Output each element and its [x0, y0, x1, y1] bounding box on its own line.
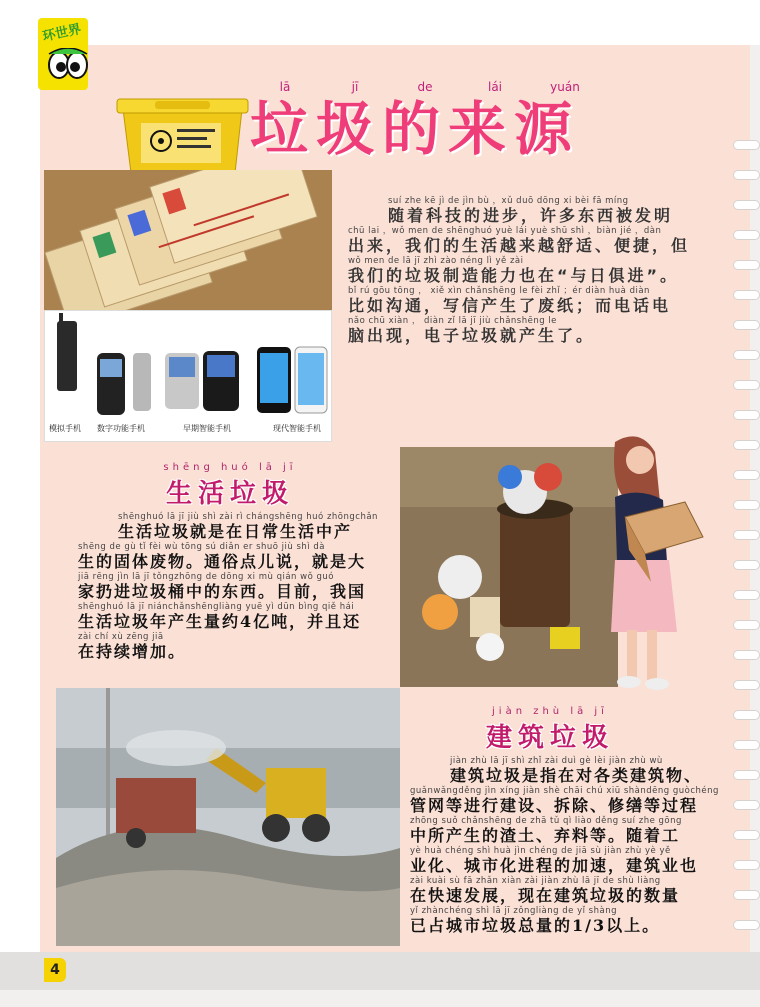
page-footer-bar: [0, 952, 760, 990]
title-pinyin-syllable: jī: [351, 80, 359, 94]
binder-ring: [733, 410, 760, 420]
binder-ring: [733, 830, 760, 840]
text-line: 脑出现，电子垃圾就产生了。: [348, 326, 596, 345]
binder-ring: [733, 890, 760, 900]
text-line: 建筑垃圾是指在对各类建筑物、: [450, 766, 703, 785]
title-pinyin-syllable: lā: [279, 80, 291, 94]
title-pinyin-syllable: lái: [487, 80, 503, 94]
binder-ring: [733, 140, 760, 150]
page-margin-left: [0, 0, 40, 952]
girl-carrying-box-illustration: [585, 432, 705, 694]
text-line: 我们的垃圾制造能力也在“与日俱进”。: [348, 266, 680, 285]
text-line: 中所产生的渣土、弃料等。随着工: [410, 826, 681, 845]
page-margin-top: [40, 0, 760, 45]
pinyin-line: nǎo chū xiàn ， diàn zǐ lā jī jiù chǎnshēng le: [348, 316, 557, 326]
household-waste-paragraph: [78, 512, 388, 662]
phone-caption: 早期智能手机: [183, 424, 231, 433]
pinyin-line: wǒ men de lā jī zhì zào néng lì yě zài: [348, 256, 524, 266]
pinyin-line: suí zhe kē jì de jìn bù ，xǔ duō dōng xi bèi fā míng: [388, 196, 629, 206]
binder-rings: [733, 140, 760, 950]
pinyin-line: shēnghuó lā jī jiù shì zài rì chángshēng huó zhōngchǎn: [118, 512, 378, 522]
pinyin-line: yǐ zhànchéng shì lā jī zǒngliàng de yǐ shàng: [410, 906, 617, 916]
text-line: 生活垃圾年产生量约4亿吨，并且还: [78, 612, 362, 631]
binder-ring: [733, 920, 760, 930]
title-pinyin: [250, 80, 620, 94]
pinyin-line: guǎnwǎngděng jìn xíng jiàn shè chāi chú xiū shàndēng guòchéng: [410, 786, 719, 796]
pinyin-line: chū lai ，wǒ men de shēnghuó yuè lái yuè shū shì ，biàn jié ，dàn: [348, 226, 662, 236]
text-line: 已占城市垃圾总量的1/3以上。: [410, 916, 661, 935]
pinyin-line: yè huà chéng shì huà jìn chéng de jiā sù jiàn zhù yè yě: [410, 846, 671, 856]
binder-ring: [733, 230, 760, 240]
binder-ring: [733, 170, 760, 180]
pinyin-line: jiā rēng jìn lā jī tǒngzhōng de dōng xi mù qián wǒ guó: [78, 572, 334, 582]
cartoon-eyes-icon: [48, 48, 88, 82]
binder-ring: [733, 710, 760, 720]
binder-ring: [733, 200, 760, 210]
text-line: 在持续增加。: [78, 642, 187, 661]
binder-ring: [733, 770, 760, 780]
phones-photo: [44, 310, 332, 442]
binder-ring: [733, 650, 760, 660]
binder-ring: [733, 590, 760, 600]
text-line: 比如沟通，写信产生了废纸；而电话电: [348, 296, 672, 315]
text-line: 家扔进垃圾桶中的东西。目前，我国: [78, 582, 367, 601]
pinyin-line: shēnghuó lā jī niánchǎnshēngliàng yuē yì dūn bìng qiě hái: [78, 602, 355, 612]
text-line: 出来，我们的生活越来越舒适、便捷，但: [348, 236, 691, 255]
binder-ring: [733, 320, 760, 330]
page-title: [250, 80, 620, 164]
heading-text: 建筑垃圾: [485, 723, 614, 753]
text-line: 管网等进行建设、拆除、修缮等过程: [410, 796, 699, 815]
title-pinyin-syllable: de: [417, 80, 433, 94]
binder-ring: [733, 530, 760, 540]
pinyin-line: shēng de gù tǐ fèi wù tōng sú diǎn er shuō jiù shì dà: [78, 542, 325, 552]
binder-ring: [733, 440, 760, 450]
pinyin-line: zài chí xù zēng jiā: [78, 632, 164, 642]
heading-text: 生活垃圾: [165, 479, 294, 509]
pinyin-line: jiàn zhù lā jī shì zhǐ zài duì gè lèi jiàn zhù wù: [450, 756, 663, 766]
heading-pinyin: jiàn zhù lā jī: [492, 706, 608, 717]
binder-ring: [733, 560, 760, 570]
phone-caption: 模拟手机: [49, 424, 81, 433]
binder-ring: [733, 620, 760, 630]
binder-ring: [733, 740, 760, 750]
phone-caption: 数字功能手机: [97, 424, 145, 433]
phone-caption: 现代智能手机: [273, 424, 321, 433]
pinyin-line: zài kuài sù fā zhǎn xiàn zài jiàn zhù lā jī de shù liàng: [410, 876, 661, 886]
binder-ring: [733, 860, 760, 870]
section-heading-household: [160, 462, 300, 510]
binder-ring: [733, 260, 760, 270]
intro-paragraph: [348, 196, 691, 346]
binder-ring: [733, 380, 760, 390]
page-number: 4: [44, 958, 66, 982]
pinyin-line: zhōng suǒ chǎnshēng de zhā tǔ qì liào děng suí zhe gōng: [410, 816, 682, 826]
binder-ring: [733, 800, 760, 810]
text-line: 生的固体废物。通俗点儿说，就是大: [78, 552, 367, 571]
text-line: 生活垃圾就是在日常生活中产: [118, 522, 353, 541]
binder-ring: [733, 470, 760, 480]
binder-ring: [733, 350, 760, 360]
binder-ring: [733, 500, 760, 510]
section-heading-construction: [480, 706, 620, 754]
yellow-waste-bin-icon: [115, 95, 250, 175]
construction-waste-paragraph: [410, 756, 728, 936]
binder-ring: [733, 680, 760, 690]
pinyin-line: bǐ rú gōu tōng ， xiě xìn chǎnshēng le fèi zhǐ ；ér diàn huà diàn: [348, 286, 650, 296]
text-line: 业化、城市化进程的加速，建筑业也: [410, 856, 699, 875]
construction-waste-photo: [56, 688, 400, 946]
corner-label-text: 环世界: [41, 22, 83, 45]
title-text: 垃圾的来源: [250, 95, 581, 163]
title-pinyin-syllable: yuán: [550, 80, 580, 94]
text-line: 随着科技的进步，许多东西被发明: [388, 206, 674, 225]
binder-ring: [733, 290, 760, 300]
text-line: 在快速发展，现在建筑垃圾的数量: [410, 886, 681, 905]
heading-pinyin: shēng huó lā jī: [163, 462, 297, 473]
